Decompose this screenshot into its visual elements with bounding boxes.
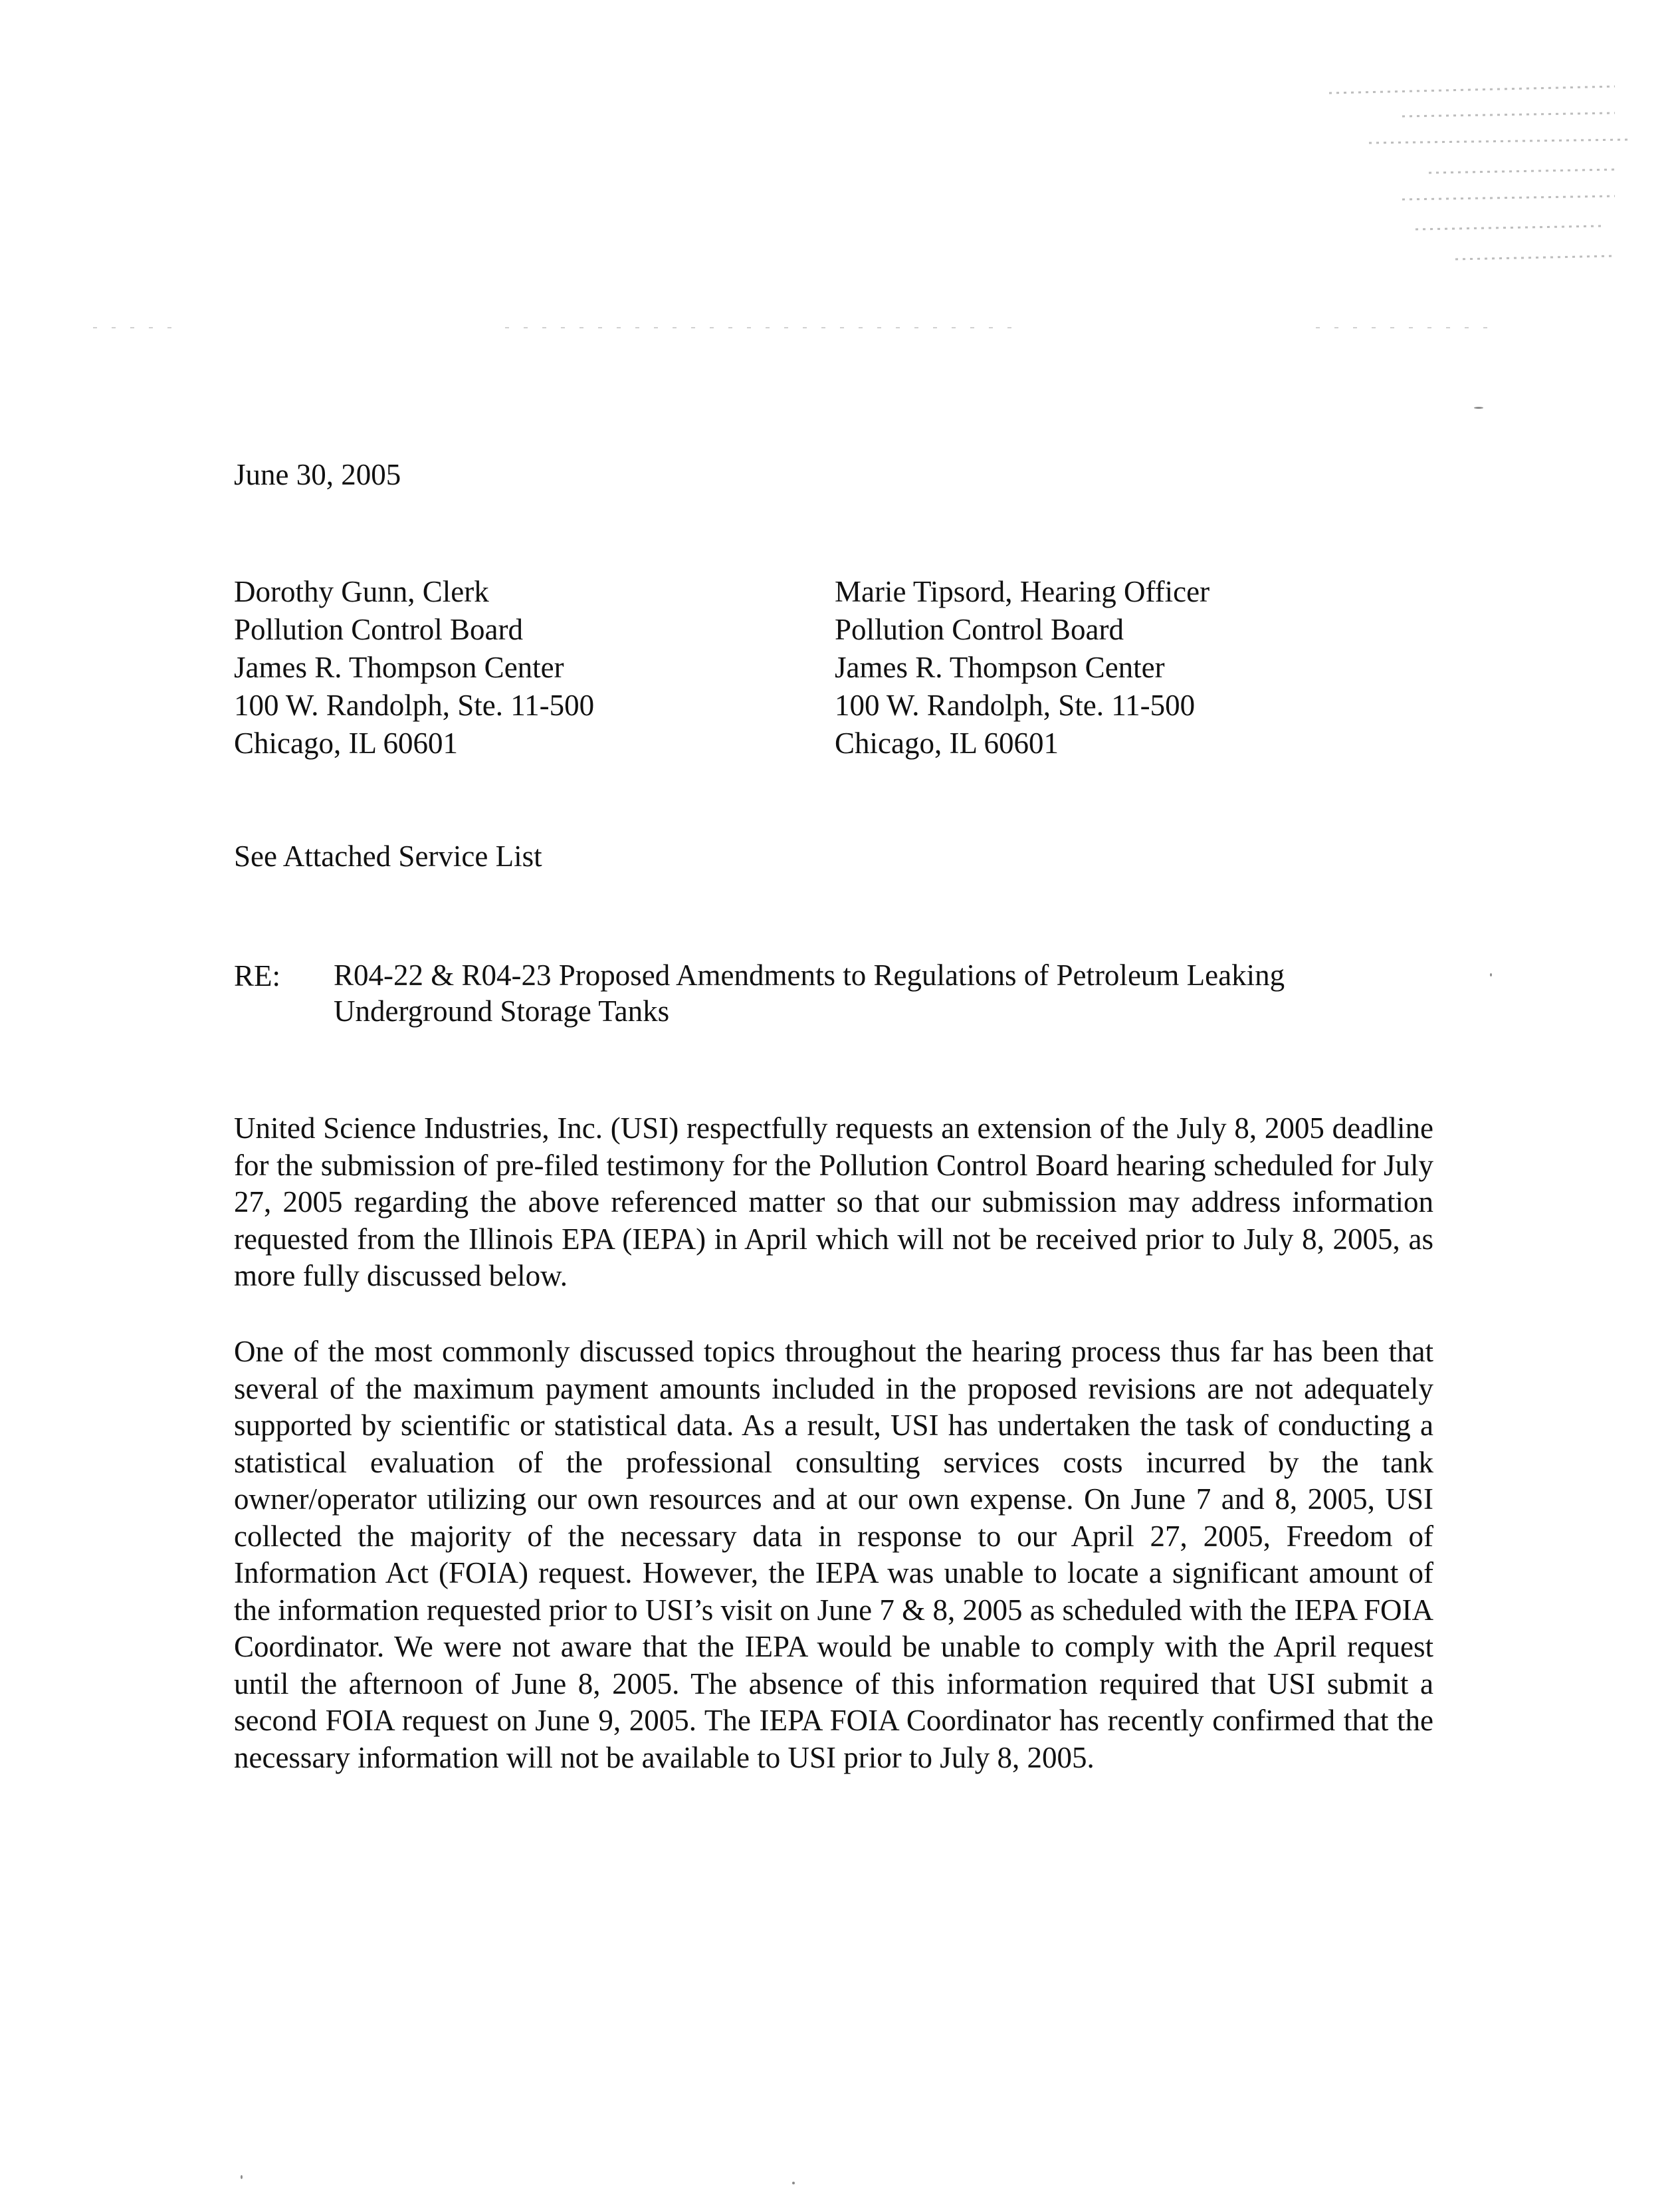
body-paragraph-extension-request: United Science Industries, Inc. (USI) respectfully requests an extension of the July 8, 2005 deadline for the submission of pre-filed testimony for the Pollution Control Board hearing scheduled for July 27, 2005 regarding the above referenced matter so that our submission may address information requested from the Illinois EPA (IEPA) in April which will not be received prior to July 8, 2005, as more fully discussed below. (234, 1111, 1433, 1292)
address-line: James R. Thompson Center (234, 651, 564, 684)
scan-line-artifact (93, 324, 1489, 331)
faded-stamp-artifact (1322, 66, 1635, 286)
address-line: Pollution Control Board (835, 613, 1124, 646)
recipient-address-clerk (234, 573, 594, 762)
address-line: Marie Tipsord, Hearing Officer (835, 575, 1210, 608)
address-line: Dorothy Gunn, Clerk (234, 575, 489, 608)
service-list-note: See Attached Service List (234, 840, 542, 873)
address-line: Chicago, IL 60601 (234, 727, 459, 760)
body-paragraph-background: One of the most commonly discussed topics throughout the hearing process thus far has been that several of the maximum payment amounts included in the proposed revisions are not adequately supported by scientific or statistical data. As a result, USI has undertaken the task of conducting a statistical evaluation of the professional consulting services costs incurred by the tank owner/operator utilizing our own resources and at our own expense. On June 7 and 8, 2005, USI collected the majority of the necessary data in response to our April 27, 2005, Freedom of Information Act (FOIA) request. However, the IEPA was unable to locate a significant amount of the information requested prior to USI’s visit on June 7 & 8, 2005 as scheduled with the IEPA FOIA Coordinator. We were not aware that the IEPA would be unable to comply with the April request until the afternoon of June 8, 2005. The absence of this information required that USI submit a second FOIA request on June 9, 2005. The IEPA FOIA Coordinator has recently confirmed that the necessary information will not be available to USI prior to July 8, 2005. (234, 1335, 1433, 1774)
scan-speck (241, 2175, 243, 2179)
address-line: Pollution Control Board (234, 613, 524, 646)
address-line: 100 W. Randolph, Ste. 11-500 (835, 689, 1196, 722)
re-subject: R04-22 & R04-23 Proposed Amendments to Regulations of Petroleum Leaking Underground Storage Tanks (334, 959, 1285, 1028)
scan-speck (792, 2182, 795, 2184)
scan-speck (1474, 407, 1483, 409)
recipient-address-hearing-officer (835, 573, 1209, 762)
re-label: RE: (234, 959, 281, 992)
scan-speck (1490, 973, 1492, 977)
address-line: Chicago, IL 60601 (835, 727, 1059, 760)
letter-date: June 30, 2005 (234, 458, 401, 491)
address-line: James R. Thompson Center (835, 651, 1165, 684)
address-line: 100 W. Randolph, Ste. 11-500 (234, 689, 595, 722)
